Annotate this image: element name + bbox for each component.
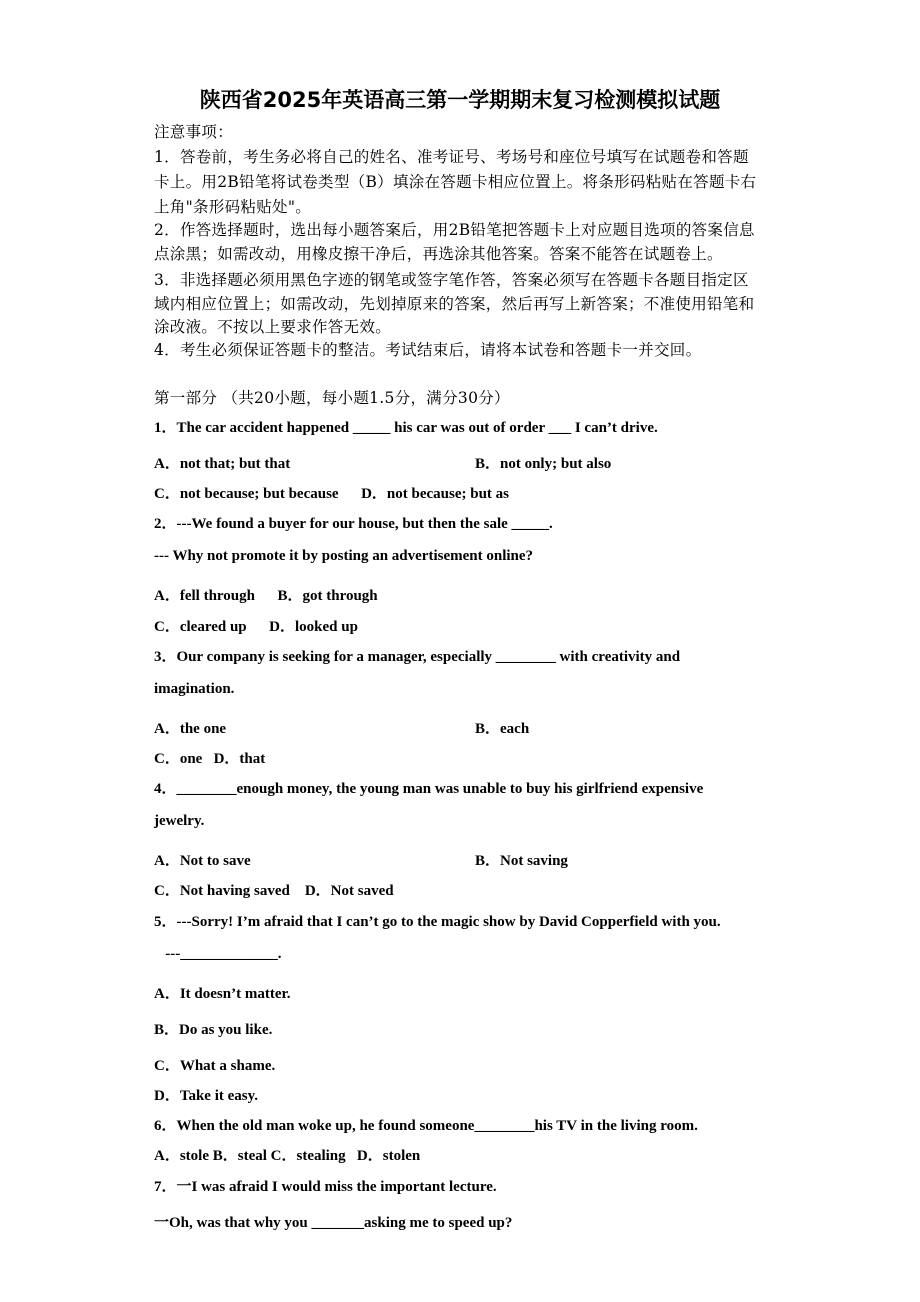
question-line: 5．---Sorry! I’m afraid that I can’t go to the magic show by David Copperfield with you. xyxy=(154,914,721,930)
option-b: B．not only; but also xyxy=(475,456,612,472)
page-title: 陕西省2025年英语高三第一学期期末复习检测模拟试题 xyxy=(199,88,721,112)
notice-line: 点涂黑；如需改动，用橡皮擦干净后，再选涂其他答案。答案不能答在试题卷上。 xyxy=(154,245,723,263)
section-heading: 第一部分 （共20小题，每小题1.5分，满分30分） xyxy=(154,389,510,407)
question-line: B．Do as you like. xyxy=(154,1022,273,1038)
question-line: C．Not having saved D．Not saved xyxy=(154,883,394,899)
question-line: A．Not to save xyxy=(154,853,251,869)
question-line: C．one D．that xyxy=(154,751,266,767)
notice-line: 卡上。用2B铅笔将试卷类型（B）填涂在答题卡相应位置上。将条形码粘贴在答题卡右 xyxy=(154,173,757,191)
question-line: imagination. xyxy=(154,681,235,697)
question-line: A．not that; but that xyxy=(154,456,291,472)
question-line: A．the one xyxy=(154,721,227,737)
question-line: 2．---We found a buyer for our house, but then the sale _____. xyxy=(154,516,553,532)
question-line: 4．________enough money, the young man was unable to buy his girlfriend expensive xyxy=(154,781,704,797)
notice-line: 3．非选择题必须用黑色字迹的钢笔或签字笔作答，答案必须写在答题卡各题目指定区 xyxy=(154,271,749,289)
question-line: A．stole B．steal C．stealing D．stolen xyxy=(154,1148,421,1164)
question-line: ---_____________. xyxy=(154,946,282,962)
notice-line: 域内相应位置上；如需改动，先划掉原来的答案，然后再写上新答案；不准使用铅笔和 xyxy=(154,295,755,313)
question-line: 3．Our company is seeking for a manager, especially ________ with creativity and xyxy=(154,649,681,665)
question-line: 7．一I was afraid I would miss the important lecture. xyxy=(154,1179,497,1195)
question-line: jewelry. xyxy=(154,813,205,829)
notice-line: 1．答卷前，考生务必将自己的姓名、准考证号、考场号和座位号填写在试题卷和答题 xyxy=(154,148,749,166)
question-line: --- Why not promote it by posting an advertisement online? xyxy=(154,548,534,564)
option-b: B．Not saving xyxy=(475,853,568,869)
notice-line: 涂改液。不按以上要求作答无效。 xyxy=(154,318,392,336)
question-line: D．Take it easy. xyxy=(154,1088,259,1104)
question-line: A．It doesn’t matter. xyxy=(154,986,291,1002)
question-line: 1．The car accident happened _____ his car was out of order ___ I can’t drive. xyxy=(154,420,658,436)
question-line: A．fell through B．got through xyxy=(154,588,378,604)
notice-heading: 注意事项： xyxy=(154,123,234,141)
question-line: C．not because; but because D．not because; but as xyxy=(154,486,510,502)
question-line: 6．When the old man woke up, he found someone________his TV in the living room. xyxy=(154,1118,698,1134)
notice-line: 上角"条形码粘贴处"。 xyxy=(154,198,312,216)
option-b: B．each xyxy=(475,721,530,737)
question-line: C．cleared up D．looked up xyxy=(154,619,358,635)
notice-line: 4．考生必须保证答题卡的整洁。考试结束后，请将本试卷和答题卡一并交回。 xyxy=(154,341,702,359)
question-line: 一Oh, was that why you _______asking me to speed up? xyxy=(154,1215,513,1231)
notice-line: 2．作答选择题时，选出每小题答案后，用2B铅笔把答题卡上对应题目选项的答案信息 xyxy=(154,221,755,239)
question-line: C．What a shame. xyxy=(154,1058,276,1074)
